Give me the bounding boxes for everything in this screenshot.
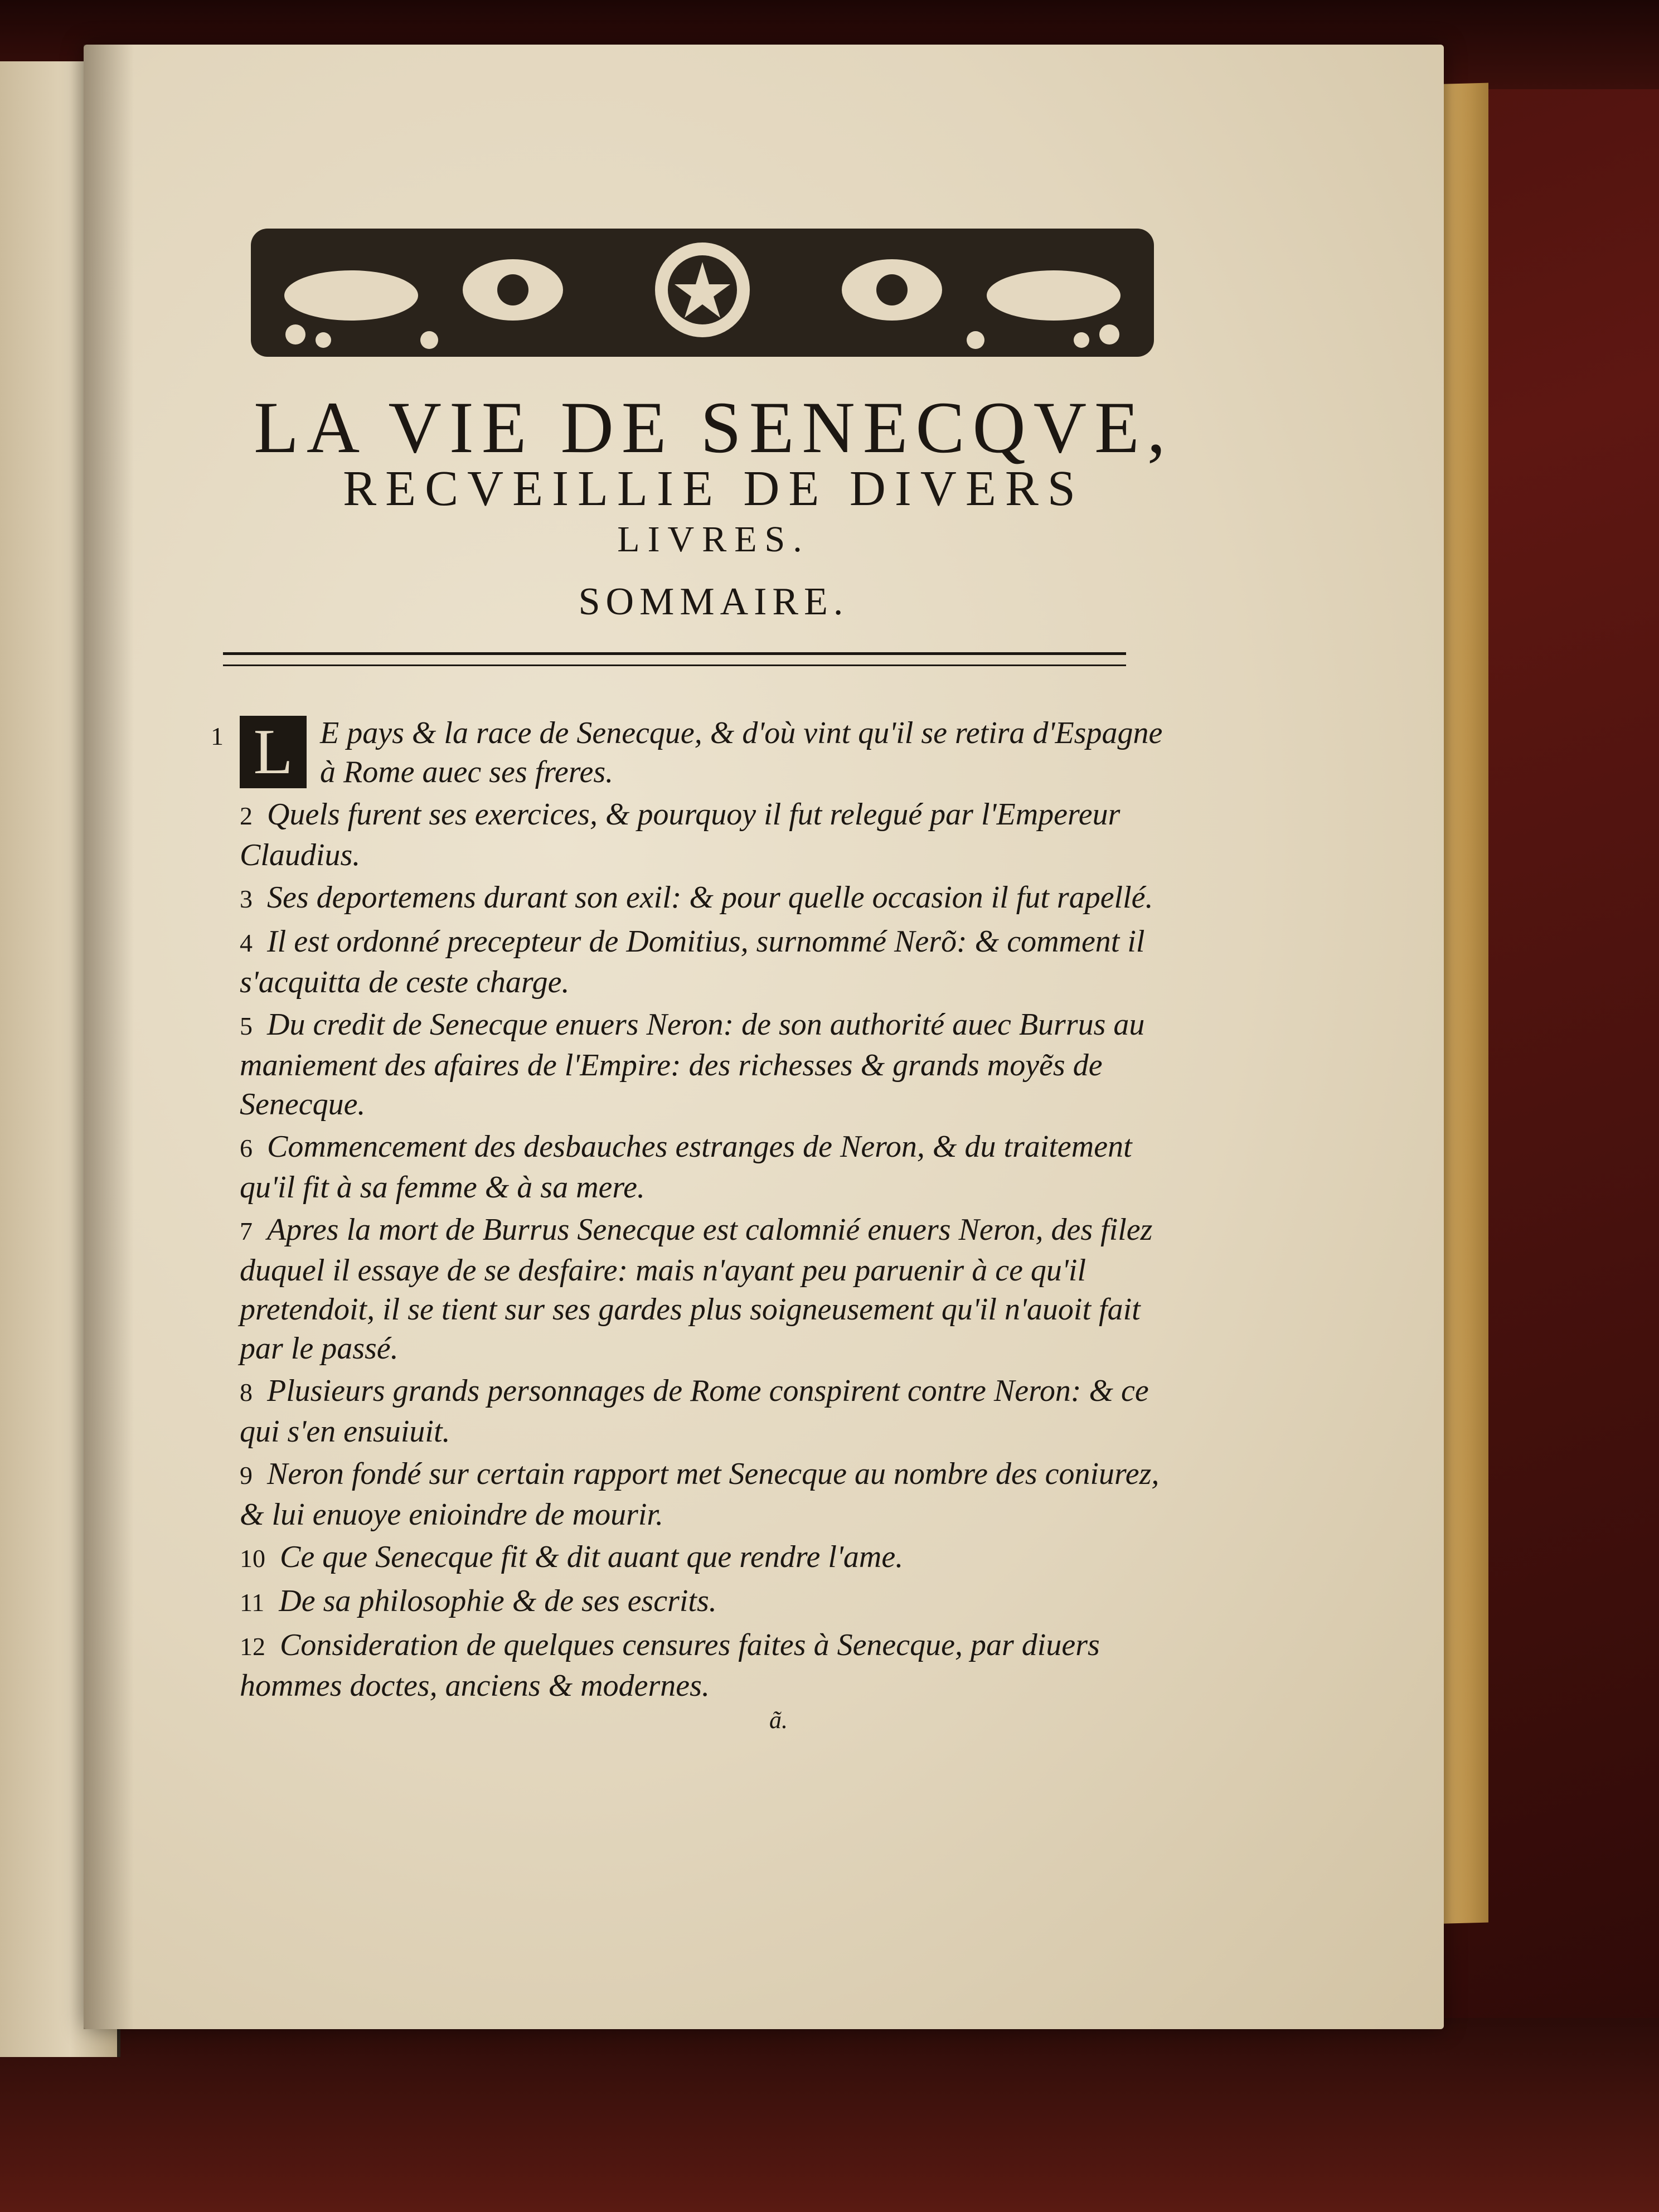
item-text: Du credit de Senecque enuers Neron: de son authorité auec Burrus au maniement des afaires de l'Empire: des richesses & grands moyẽs de Senecque. — [240, 1007, 1145, 1122]
list-item — [240, 1210, 1165, 1368]
drop-cap: L — [240, 716, 307, 788]
list-item — [240, 878, 1165, 919]
item-text: Ses deportemens durant son exil: & pour quelle occasion il fut rapellé. — [267, 880, 1153, 915]
background-bottom — [0, 2018, 1659, 2212]
item-number: 5 — [240, 1012, 253, 1040]
item-number: 8 — [240, 1378, 253, 1406]
item-text: Apres la mort de Burrus Senecque est calomnié enuers Neron, des filez duquel il essaye de se desfaire: mais n'ayant peu paruenir à ce qu'il pretendoit, il se tient sur ses gardes plus soigneusement qu'il n'auoit fait par le passé. — [240, 1212, 1153, 1366]
list-item — [240, 795, 1165, 875]
list-item — [211, 714, 1165, 792]
item-text: De sa philosophie & de ses escrits. — [279, 1584, 717, 1618]
book-title: LA VIE DE SENECQVE, — [254, 386, 1173, 468]
item-text: E pays & la race de Senecque, & d'où vint qu'il se retira d'Espagne à Rome auec ses freres. — [320, 716, 1163, 789]
fleur-de-lis-headpiece-icon — [251, 206, 1154, 373]
item-number: 1 — [211, 722, 224, 750]
book-page — [84, 45, 1444, 2029]
divider-rule — [223, 664, 1126, 666]
section-heading: SOMMAIRE. — [578, 580, 849, 623]
divider-rule — [223, 652, 1126, 655]
item-number: 12 — [240, 1632, 265, 1661]
list-item — [240, 1582, 1165, 1622]
list-item — [240, 922, 1165, 1002]
list-item — [240, 1127, 1165, 1207]
list-item — [240, 1537, 1165, 1578]
book-subtitle: RECVEILLIE DE DIVERS — [343, 461, 1084, 516]
item-text: Plusieurs grands personnages de Rome conspirent contre Neron: & ce qui s'en ensuiuit. — [240, 1374, 1149, 1449]
item-text: Consideration de quelques censures faites à Senecque, par diuers hommes doctes, anciens & modernes. — [240, 1628, 1100, 1703]
signature-mark: ã. — [769, 1706, 788, 1734]
item-text: Il est ordonné precepteur de Domitius, surnommé Nerõ: & comment il s'acquitta de ceste charge. — [240, 924, 1145, 1000]
item-text: Neron fondé sur certain rapport met Senecque au nombre des coniurez, & lui enuoye enioindre de mourir. — [240, 1457, 1160, 1532]
item-number: 6 — [240, 1134, 253, 1162]
list-item — [240, 1454, 1165, 1534]
item-number: 2 — [240, 802, 253, 830]
item-text: Quels furent ses exercices, & pourquoy il fut relegué par l'Empereur Claudius. — [240, 797, 1120, 872]
item-text: Ce que Senecque fit & dit auant que rendre l'ame. — [280, 1540, 904, 1574]
page-gutter-shadow — [84, 45, 134, 2029]
book-subtitle-cont: LIVRES. — [617, 519, 810, 560]
list-item — [240, 1626, 1165, 1705]
item-number: 7 — [240, 1217, 253, 1245]
item-number: 9 — [240, 1461, 253, 1490]
item-number: 4 — [240, 929, 253, 957]
list-item — [240, 1371, 1165, 1451]
item-number: 3 — [240, 885, 253, 913]
item-number: 10 — [240, 1544, 265, 1573]
item-text: Commencement des desbauches estranges de Neron, & du traitement qu'il fit à sa femme & à sa mere. — [240, 1129, 1132, 1205]
list-item — [240, 1005, 1165, 1124]
item-number: 11 — [240, 1588, 265, 1617]
summary-list — [211, 714, 1165, 1709]
